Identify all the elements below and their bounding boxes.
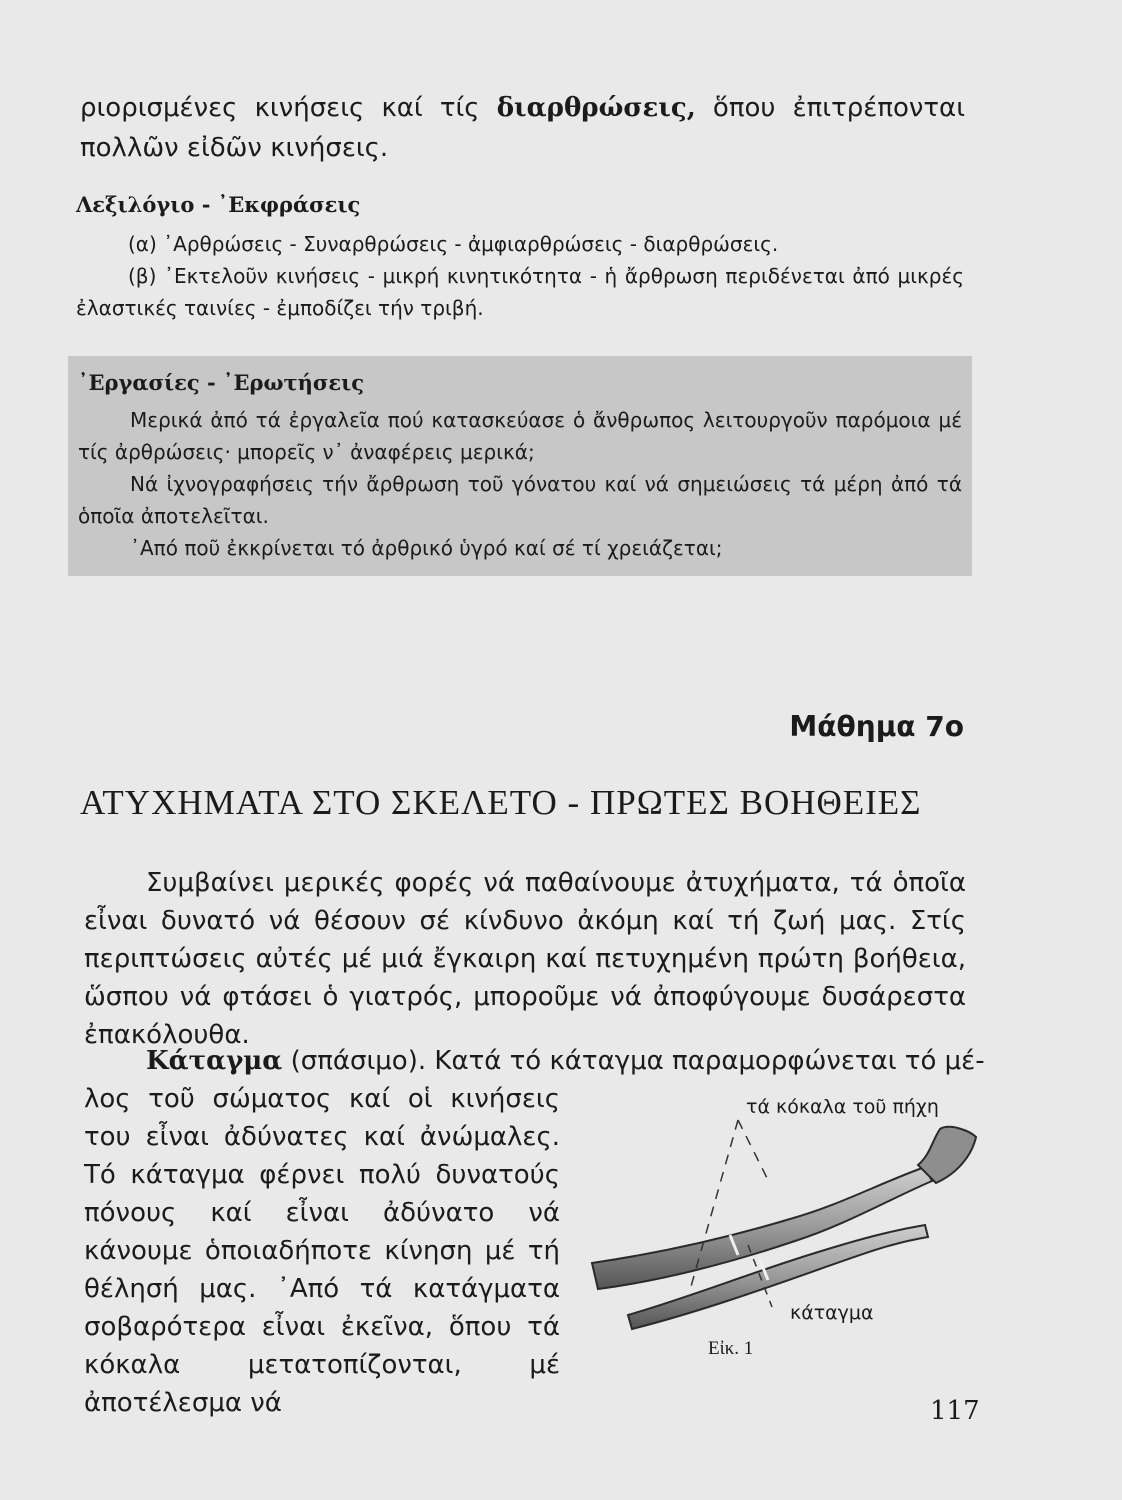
accidents-text: Συμβαίνει μερικές φορές νά παθαίνουμε ἀτυχήματα, τά ὁποῖα εἶναι δυνατό νά θέσουν σέ κίνδυνο ἀκόμη καί τή ζωή μας. Στίς περιπτώσεις αὐτές μέ μιά ἔγκαιρη καί πετυχημένη πρώτη βοήθεια, ὥσπου νά φτάσει ὁ γιατρός, μποροῦμε νά ἀποφύγουμε δυσάρεστα ἐπακόλουθα.: [84, 868, 966, 1050]
exercise-item: Νά ἰχνογραφήσεις τήν ἄρθρωση τοῦ γόνατου καί νά σημειώσεις τά μέρη ἀπό τά ὁποῖα ἀποτελεῖται.: [78, 472, 962, 528]
fracture-first-line-text: (σπάσιμο). Κατά τό κάταγμα παραμορφώνεται τό μέ-: [282, 1046, 985, 1076]
exercises-box: [68, 356, 972, 576]
intro-paragraph: [80, 88, 965, 168]
fracture-first-line: [84, 1042, 985, 1080]
fracture-term: Κάταγμα: [146, 1046, 283, 1076]
exercise-item: ᾽Από ποῦ ἐκκρίνεται τό ἀρθρικό ὑγρό καί σέ τί χρειάζεται;: [130, 536, 723, 560]
vocabulary-item: (β) ᾽Εκτελοῦν κινήσεις - μικρή κινητικότητα - ἡ ἄρθρωση περιδένεται ἀπό μικρές ἐλαστικές ταινίες - ἐμποδίζει τήν τριβή.: [76, 264, 964, 320]
fracture-paragraph: λος τοῦ σώματος καί οἱ κινήσεις του εἶναι ἀδύνατες καί ἀνώμαλες. Τό κάταγμα φέρνει πολύ δυνατούς πόνους καί εἶναι ἀδύνατο νά κάνουμε ὁποιαδήποτε κίνηση μέ τή θέλησή μας. ᾽Από τά κατάγματα σοβαρότερα εἶναι ἐκεῖνα, ὅπου τά κόκαλα μετατοπίζονται, μέ ἀποτέλεσμα νά: [84, 1084, 560, 1418]
exercise-item: Μερικά ἀπό τά ἐργαλεῖα πού κατασκεύασε ὁ ἄνθρωπος λειτουργοῦν παρόμοια μέ τίς ἀρθρώσεις· μπορεῖς ν᾽ ἀναφέρεις μερικά;: [78, 408, 962, 464]
accidents-paragraph: [84, 864, 966, 1054]
figure-caption: Εἰκ. 1: [708, 1338, 754, 1359]
intro-text-end: ὅπου ἐπιτρέπονται πολλῶν εἰδῶν κινήσεις.: [80, 93, 965, 163]
page-number: 117: [930, 1396, 980, 1426]
exercises-heading: ᾽Εργασίες - ᾽Ερωτήσεις: [78, 370, 365, 395]
intro-bold-term: διαρθρώσεις,: [496, 93, 696, 123]
wrist-end-shape: [918, 1127, 976, 1183]
chapter-title: ΑΤΥΧΗΜΑΤΑ ΣΤΟ ΣΚΕΛΕΤΟ - ΠΡΩΤΕΣ ΒΟΗΘΕΙΕΣ: [80, 783, 922, 822]
forearm-fracture-figure: [580, 1085, 980, 1375]
label-fracture: κάταγμα: [790, 1302, 874, 1324]
lesson-label: Μάθημα 7ο: [789, 710, 964, 743]
exercises-list: [78, 404, 962, 564]
label-forearm-bones: τά κόκαλα τοῦ πήχη: [746, 1096, 939, 1118]
vocabulary-list: [76, 228, 964, 324]
vocabulary-item: (α) ᾽Αρθρώσεις - Συναρθρώσεις - ἀμφιαρθρώσεις - διαρθρώσεις.: [128, 232, 779, 256]
vocabulary-heading: Λεξιλόγιο - ᾽Εκφράσεις: [76, 192, 361, 217]
intro-text-start: ριορισμένες κινήσεις καί τίς: [80, 93, 497, 123]
